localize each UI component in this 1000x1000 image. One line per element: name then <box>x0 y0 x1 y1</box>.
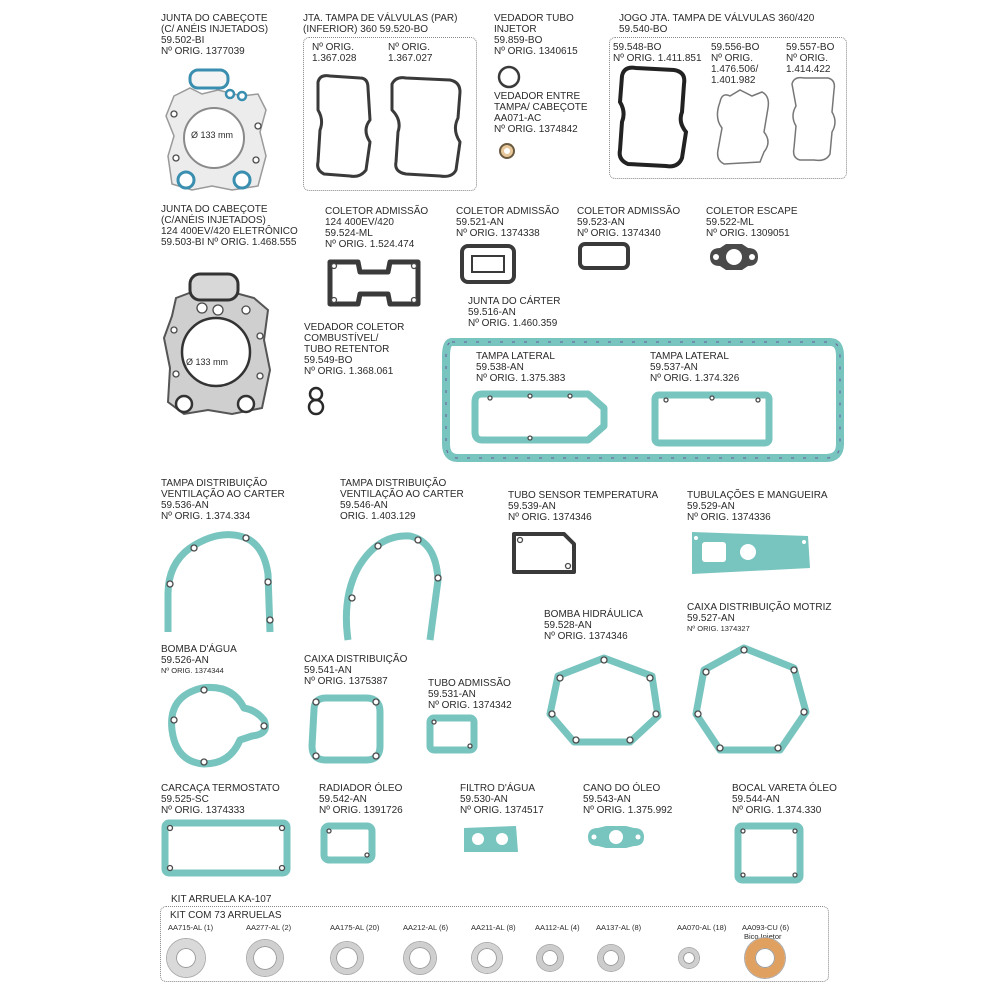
label-cano-oleo: CANO DO ÓLEO 59.543-AN Nº ORIG. 1.375.992 <box>583 783 673 816</box>
diameter-label-2: Ø 133 mm <box>186 357 229 367</box>
washer-label: AA112-AL (4) <box>535 923 580 932</box>
washer-label: AA175-AL (20) <box>330 923 380 932</box>
washer-label: AA277-AL (2) <box>246 923 292 932</box>
washer-image <box>331 942 363 974</box>
label-jogo-c: 59.557-BO Nº ORIG. 1.414.422 <box>786 42 835 75</box>
intake-manifold-gasket-3-image <box>576 240 632 272</box>
washer-image <box>472 943 502 973</box>
label-tampa-lateral-2: TAMPA LATERAL 59.537-AN Nº ORIG. 1.374.326 <box>650 351 740 384</box>
washer-image <box>745 938 785 978</box>
label-radiador-oleo: RADIADOR ÓLEO 59.542-AN Nº ORIG. 1391726 <box>319 783 403 816</box>
timing-cover-gasket-1-image <box>160 524 280 636</box>
dipstick-gasket-image <box>734 822 804 884</box>
side-cover-gasket-1-image <box>470 388 610 446</box>
intake-tube-gasket-image <box>426 714 478 754</box>
label-jogo-a: 59.548-BO Nº ORIG. 1.411.851 <box>613 42 702 64</box>
label-tubulacoes: TUBULAÇÕES E MANGUEIRA 59.529-AN Nº ORIG. 1374336 <box>687 490 828 523</box>
label-coletor-admissao-3: COLETOR ADMISSÃO 59.523-AN Nº ORIG. 1374340 <box>577 206 681 239</box>
washer-image <box>167 939 205 977</box>
label-bocal-vareta: BOCAL VARETA ÓLEO 59.544-AN Nº ORIG. 1.374.330 <box>732 783 837 816</box>
label-tubo-admissao: TUBO ADMISSÃO 59.531-AN Nº ORIG. 1374342 <box>428 678 512 711</box>
washer-note: Bico Injetor <box>744 932 782 941</box>
label-filtro-dagua: FILTRO D'ÁGUA 59.530-AN Nº ORIG. 1374517 <box>460 783 544 816</box>
washer-image <box>404 942 436 974</box>
hydraulic-pump-gasket-image <box>544 652 664 748</box>
exhaust-gasket-image <box>706 240 762 274</box>
kit-subtitle: KIT COM 73 ARRUELAS <box>170 910 282 921</box>
label-tubo-sensor: TUBO SENSOR TEMPERATURA 59.539-AN Nº ORIG. 1374346 <box>508 490 659 523</box>
grommet-image <box>496 140 518 162</box>
intake-manifold-gasket-2-image <box>458 242 518 286</box>
side-cover-gasket-2-image <box>650 390 774 448</box>
washer-label: AA137-AL (8) <box>596 923 642 932</box>
thermostat-housing-gasket-image <box>160 818 292 878</box>
label-tampa-valvulas-par: JTA. TAMPA DE VÁLVULAS (PAR) (INFERIOR) 360 59.520-BO <box>303 13 458 35</box>
label-orig-a: Nº ORIG. 1.367.028 <box>312 42 357 64</box>
label-jogo-tampa: JOGO JTA. TAMPA DE VÁLVULAS 360/420 59.540-BO <box>619 13 815 35</box>
diameter-label-1: Ø 133 mm <box>191 130 234 140</box>
label-junta-carter: JUNTA DO CÁRTER 59.516-AN Nº ORIG. 1.460.359 <box>468 296 561 329</box>
label-vedador-tubo: VEDADOR TUBO INJETOR 59.859-BO Nº ORIG. 1340615 <box>494 13 578 57</box>
label-coletor-escape: COLETOR ESCAPE 59.522-ML Nº ORIG. 1309051 <box>706 206 798 239</box>
oil-cooler-gasket-image <box>320 822 376 864</box>
label-junta-cabecote-1: JUNTA DO CABEÇOTE (C/ ANÉIS INJETADOS) 59.502-BI Nº ORIG. 1377039 <box>161 13 269 57</box>
washer-label: AA093-CU (6) <box>742 923 790 932</box>
washer-image <box>598 945 624 971</box>
water-pump-gasket-image <box>160 680 280 770</box>
label-coletor-admissao-1: COLETOR ADMISSÃO 124 400EV/420 59.524-ML Nº ORIG. 1.524.474 <box>325 206 429 250</box>
label-orig-b: Nº ORIG. 1.367.027 <box>388 42 433 64</box>
label-carcaca-termostato: CARCAÇA TERMOSTATO 59.525-SC Nº ORIG. 1374333 <box>161 783 280 816</box>
seal-ring-image <box>496 64 522 90</box>
washer-image <box>679 948 699 968</box>
label-jogo-b: 59.556-BO Nº ORIG. 1.476.506/ 1.401.982 <box>711 42 760 86</box>
oil-pipe-gasket-image <box>584 822 648 852</box>
label-tampa-distribuicao-1: TAMPA DISTRIBUIÇÃO VENTILAÇÃO AO CARTER 59.536-AN Nº ORIG. 1.374.334 <box>161 478 285 522</box>
figure-eight-seal-image <box>306 386 326 416</box>
head-gasket-2-image <box>162 270 277 420</box>
washer-label: AA070-AL (18) <box>677 923 727 932</box>
valve-cover-set-image <box>612 62 842 174</box>
label-caixa-distribuicao: CAIXA DISTRIBUIÇÃO 59.541-AN Nº ORIG. 1375387 <box>304 654 408 687</box>
label-tampa-lateral-1: TAMPA LATERAL 59.538-AN Nº ORIG. 1.375.383 <box>476 351 566 384</box>
timing-case-small-gasket-image <box>304 690 388 768</box>
water-filter-gasket-image <box>460 822 522 856</box>
washer-image <box>247 940 283 976</box>
label-junta-cabecote-2: JUNTA DO CABEÇOTE (C/ANÉIS INJETADOS) 124 400EV/420 ELETRÔNICO 59.503-BI Nº ORIG. 1.468.555 <box>161 204 298 248</box>
washer-label: AA211-AL (8) <box>471 923 516 932</box>
washer-image <box>537 945 563 971</box>
hose-gasket-image <box>688 528 814 578</box>
label-bomba-hidraulica: BOMBA HIDRÁULICA 59.528-AN Nº ORIG. 1374346 <box>544 609 643 642</box>
valve-cover-gasket-pair-image <box>310 70 470 182</box>
washer-label: AA715-AL (1) <box>168 923 214 932</box>
label-bomba-dagua: BOMBA D'ÁGUA 59.526-AN Nº ORIG. 1374344 <box>161 644 237 675</box>
washer-label: AA212-AL (6) <box>403 923 449 932</box>
label-coletor-admissao-2: COLETOR ADMISSÃO 59.521-AN Nº ORIG. 1374338 <box>456 206 560 239</box>
label-caixa-distribuicao-motriz: CAIXA DISTRIBUIÇÃO MOTRIZ 59.527-AN Nº ORIG. 1374327 <box>687 602 832 633</box>
intake-manifold-gasket-1-image <box>324 256 424 310</box>
timing-case-gasket-image <box>690 642 814 758</box>
label-vedador-entre: VEDADOR ENTRE TAMPA/ CABEÇOTE AA071-AC Nº ORIG. 1374842 <box>494 91 588 135</box>
timing-cover-gasket-2-image <box>338 528 448 646</box>
temperature-sensor-gasket-image <box>508 528 580 578</box>
label-tampa-distribuicao-2: TAMPA DISTRIBUIÇÃO VENTILAÇÃO AO CARTER 59.546-AN ORIG. 1.403.129 <box>340 478 464 522</box>
label-vedador-coletor: VEDADOR COLETOR COMBUSTÍVEL/ TUBO RETENTOR 59.549-BO Nº ORIG. 1.368.061 <box>304 322 405 377</box>
kit-title: KIT ARRUELA KA-107 <box>171 894 272 905</box>
